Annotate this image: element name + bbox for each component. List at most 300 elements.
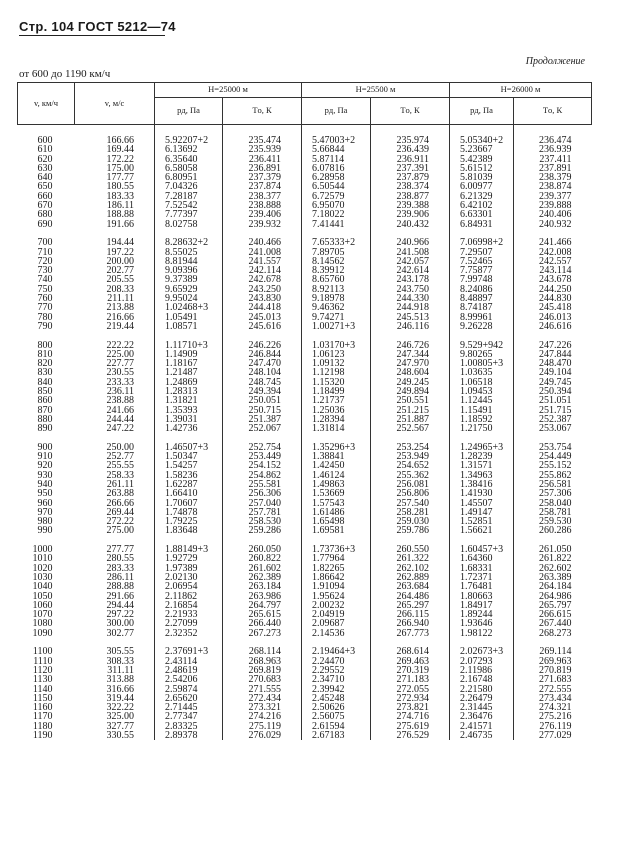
table-cell: 268.614 (371, 647, 450, 656)
table-cell: 800 (37, 339, 53, 351)
table-cell: 166.66 (106, 135, 134, 146)
table-cell: 1090 (32, 627, 53, 639)
table-cell: 730 (37, 265, 53, 277)
table-cell: 1160 (32, 702, 53, 714)
table-cell: 1.54257 (155, 461, 223, 470)
table-cell: 9.37389 (155, 275, 223, 284)
table-cell: 1.60457+3 (450, 545, 514, 554)
table-cell: 2.89378 (155, 731, 223, 740)
table-cell: 2.36476 (450, 712, 514, 721)
table-cell: 208.33 (106, 283, 134, 295)
table-cell: 2.41571 (450, 722, 514, 731)
table-cell: 600 (37, 135, 53, 146)
table-cell: 249.394 (223, 387, 302, 396)
table-cell: 264.797 (223, 601, 302, 610)
table-cell: 242.008 (514, 248, 592, 257)
table-cell: 268.963 (223, 657, 302, 666)
table-row (18, 145, 592, 154)
table-cell: 1.12198 (302, 368, 371, 377)
table-cell: 960 (37, 497, 53, 509)
table-cell: 266.66 (106, 497, 134, 509)
table-cell: 222.22 (106, 339, 134, 351)
header-v-ms: v, м/с (75, 83, 155, 125)
table-cell: 1060 (32, 599, 53, 611)
table-cell: 1020 (32, 562, 53, 574)
header-v-kmh: v, км/ч (18, 83, 75, 125)
table-cell: 2.21580 (450, 685, 514, 694)
table-cell: 1.64360 (450, 554, 514, 563)
table-cell: 1.34963 (450, 471, 514, 480)
table-cell: 2.27099 (155, 619, 223, 628)
table-cell: 240.406 (514, 210, 592, 219)
table-cell: 258.33 (106, 469, 134, 481)
table-cell: 2.09687 (302, 619, 371, 628)
table-cell: 260.286 (514, 526, 592, 535)
table-cell: 1.74878 (155, 508, 223, 517)
table-cell: 275.619 (371, 722, 450, 731)
table-cell: 7.04326 (155, 182, 223, 191)
table-row (18, 722, 592, 731)
table-cell: 1.61486 (302, 508, 371, 517)
table-cell: 1.18167 (155, 359, 223, 368)
table-row (18, 592, 592, 601)
table-cell: 280.55 (106, 553, 134, 565)
table-cell: 267.773 (371, 629, 450, 638)
table-row (18, 452, 592, 461)
table-cell: 1.15491 (450, 406, 514, 415)
table-cell: 7.29507 (450, 248, 514, 257)
table-cell: 1.53669 (302, 489, 371, 498)
table-cell: 2.11862 (155, 592, 223, 601)
table-cell: 244.250 (514, 285, 592, 294)
table-row (18, 517, 592, 526)
table-cell: 1.24869 (155, 378, 223, 387)
table-cell: 266.615 (514, 610, 592, 619)
table-cell: 720 (37, 255, 53, 267)
table-cell: 2.06954 (155, 582, 223, 591)
table-row (18, 387, 592, 396)
table-cell: 900 (37, 441, 53, 453)
table-cell: 256.081 (371, 480, 450, 489)
table-row (18, 526, 592, 535)
table-cell: 327.77 (106, 720, 134, 732)
table-cell: 7.41441 (302, 220, 371, 229)
table-cell: 9.18978 (302, 294, 371, 303)
table-cell: 1130 (32, 674, 53, 686)
table-cell: 236.411 (223, 155, 302, 164)
table-cell: 920 (37, 460, 53, 472)
table-cell: 1010 (32, 553, 53, 565)
table-cell: 256.581 (514, 480, 592, 489)
table-cell: 1.80663 (450, 592, 514, 601)
table-cell: 1.00805+3 (450, 359, 514, 368)
table-row (18, 341, 592, 350)
group-gap (18, 536, 592, 545)
table-cell: 2.11986 (450, 666, 514, 675)
table-cell: 1.66410 (155, 489, 223, 498)
table-cell: 202.77 (106, 265, 134, 277)
table-cell: 264.486 (371, 592, 450, 601)
page-header: Стр. 104 ГОСТ 5212—74 (19, 19, 176, 34)
table-cell: 850 (37, 386, 53, 398)
table-cell: 2.02130 (155, 573, 223, 582)
table-cell: 236.439 (371, 145, 450, 154)
table-cell: 255.55 (106, 460, 134, 472)
header-t-3: Tо, К (514, 98, 592, 125)
table-cell: 257.306 (514, 489, 592, 498)
table-cell: 263.184 (223, 582, 302, 591)
table-cell: 2.29552 (302, 666, 371, 675)
table-cell: 254.449 (514, 452, 592, 461)
table-cell: 7.65333+2 (302, 238, 371, 247)
table-cell: 6.63301 (450, 210, 514, 219)
table-row (18, 248, 592, 257)
table-cell: 1.68331 (450, 564, 514, 573)
table-cell: 268.114 (223, 647, 302, 656)
table-cell: 2.02673+3 (450, 647, 514, 656)
table-cell: 286.11 (106, 571, 134, 583)
table-row (18, 294, 592, 303)
table-cell: 269.963 (514, 657, 592, 666)
table-cell: 238.888 (223, 201, 302, 210)
table-cell: 246.616 (514, 322, 592, 331)
table-row (18, 731, 592, 740)
table-cell: 1.73736+3 (302, 545, 371, 554)
table-cell: 272.22 (106, 516, 134, 528)
table-cell: 246.116 (371, 322, 450, 331)
table-cell: 253.254 (371, 443, 450, 452)
table-cell: 250.715 (223, 406, 302, 415)
table-cell: 275.119 (223, 722, 302, 731)
table-cell: 1.82265 (302, 564, 371, 573)
table-cell: 169.44 (106, 144, 134, 156)
table-cell: 760 (37, 293, 53, 305)
table-cell: 1150 (32, 692, 53, 704)
table-cell: 236.891 (223, 164, 302, 173)
table-cell: 2.54206 (155, 675, 223, 684)
table-cell: 1.88149+3 (155, 545, 223, 554)
table-cell: 251.215 (371, 406, 450, 415)
table-cell: 255.362 (371, 471, 450, 480)
table-cell: 1080 (32, 618, 53, 630)
table-cell: 239.932 (223, 220, 302, 229)
table-cell: 670 (37, 200, 53, 212)
table-row (18, 415, 592, 424)
table-cell: 238.377 (223, 192, 302, 201)
table-cell: 1.28313 (155, 387, 223, 396)
table-cell: 311.11 (107, 664, 134, 676)
table-cell: 276.029 (223, 731, 302, 740)
table-cell: 261.822 (514, 554, 592, 563)
table-cell: 1.25036 (302, 406, 371, 415)
table-cell: 1.50347 (155, 452, 223, 461)
table-cell: 1.70607 (155, 499, 223, 508)
table-cell: 257.040 (223, 499, 302, 508)
table-cell: 1.15320 (302, 378, 371, 387)
table-cell: 241.66 (106, 404, 134, 416)
table-cell: 6.07816 (302, 164, 371, 173)
table-cell: 1.79225 (155, 517, 223, 526)
table-cell: 1.18592 (450, 415, 514, 424)
table-cell: 2.56075 (302, 712, 371, 721)
table-cell: 172.22 (106, 153, 134, 165)
table-cell: 241.008 (223, 248, 302, 257)
table-cell: 2.37691+3 (155, 647, 223, 656)
table-cell: 980 (37, 516, 53, 528)
table-cell: 242.557 (514, 257, 592, 266)
table-cell: 2.32352 (155, 629, 223, 638)
table-cell: 1.05491 (155, 313, 223, 322)
table-cell: 1.83648 (155, 526, 223, 535)
table-cell: 268.273 (514, 629, 592, 638)
table-cell: 5.92207+2 (155, 125, 223, 146)
table-cell: 1.09132 (302, 359, 371, 368)
table-cell: 216.66 (106, 311, 134, 323)
table-cell: 890 (37, 423, 53, 435)
table-cell: 248.104 (223, 368, 302, 377)
table-cell: 274.716 (371, 712, 450, 721)
table-cell: 260.550 (371, 545, 450, 554)
table-cell: 227.77 (106, 358, 134, 370)
table-cell: 246.226 (223, 341, 302, 350)
table-cell: 5.47003+2 (302, 125, 371, 146)
table-row (18, 155, 592, 164)
table-cell: 272.555 (514, 685, 592, 694)
table-cell: 183.33 (106, 190, 134, 202)
table-cell: 6.35640 (155, 155, 223, 164)
table-row (18, 554, 592, 563)
table-cell: 236.939 (514, 145, 592, 154)
table-cell: 2.34710 (302, 675, 371, 684)
table-cell: 2.00232 (302, 601, 371, 610)
table-cell: 940 (37, 478, 53, 490)
table-cell: 1.31571 (450, 461, 514, 470)
table-cell: 257.540 (371, 499, 450, 508)
header-rule (19, 35, 165, 36)
table-cell: 1100 (32, 646, 53, 658)
table-cell: 5.61512 (450, 164, 514, 173)
group-gap (18, 331, 592, 340)
table-cell: 6.84931 (450, 220, 514, 229)
table-cell: 1.65498 (302, 517, 371, 526)
table-cell: 2.59874 (155, 685, 223, 694)
table-cell: 1.02468+3 (155, 303, 223, 312)
table-cell: 308.33 (106, 655, 134, 667)
table-cell: 277.77 (106, 544, 134, 556)
table-row (18, 657, 592, 666)
table-cell: 7.89705 (302, 248, 371, 257)
table-cell: 239.906 (371, 210, 450, 219)
table-cell: 2.19464+3 (302, 647, 371, 656)
table-row (18, 220, 592, 229)
table-cell: 272.434 (223, 694, 302, 703)
table-cell: 237.874 (223, 182, 302, 191)
table-cell: 910 (37, 451, 53, 463)
table-cell: 1.41930 (450, 489, 514, 498)
table-row (18, 647, 592, 656)
table-cell: 840 (37, 376, 53, 388)
table-cell: 6.42102 (450, 201, 514, 210)
table-cell: 258.781 (514, 508, 592, 517)
table-row (18, 257, 592, 266)
table-cell: 245.513 (371, 313, 450, 322)
table-cell: 1.49147 (450, 508, 514, 517)
table-cell: 273.821 (371, 703, 450, 712)
table-cell: 257.781 (223, 508, 302, 517)
table-cell: 263.684 (371, 582, 450, 591)
table-row (18, 499, 592, 508)
group-gap (18, 229, 592, 238)
table-cell: 259.530 (514, 517, 592, 526)
table-row (18, 406, 592, 415)
table-cell: 263.88 (106, 488, 134, 500)
table-cell: 990 (37, 525, 53, 537)
table-cell: 970 (37, 506, 53, 518)
header-t-2: Tо, К (371, 98, 450, 125)
table-cell: 700 (37, 237, 53, 249)
table-cell: 230.55 (106, 367, 134, 379)
table-cell: 261.602 (223, 564, 302, 573)
table-row (18, 601, 592, 610)
table-cell: 330.55 (106, 730, 134, 741)
table-row (18, 164, 592, 173)
table-cell: 5.23667 (450, 145, 514, 154)
table-cell: 235.974 (371, 125, 450, 146)
table-row (18, 712, 592, 721)
table-cell: 1.72371 (450, 573, 514, 582)
table-row (18, 322, 592, 331)
table-row (18, 424, 592, 433)
table-cell: 870 (37, 404, 53, 416)
table-cell: 1.97389 (155, 564, 223, 573)
table-cell: 2.50626 (302, 703, 371, 712)
table-cell: 1.62287 (155, 480, 223, 489)
table-cell: 1.84917 (450, 601, 514, 610)
table-cell: 248.604 (371, 368, 450, 377)
table-cell: 1180 (32, 720, 53, 732)
table-cell: 254.652 (371, 461, 450, 470)
table-cell: 2.65620 (155, 694, 223, 703)
table-cell: 245.616 (223, 322, 302, 331)
table-cell: 236.911 (371, 155, 450, 164)
table-cell: 8.55025 (155, 248, 223, 257)
table-cell: 186.11 (106, 200, 134, 212)
table-cell: 9.65929 (155, 285, 223, 294)
table-cell: 1.76481 (450, 582, 514, 591)
table-cell: 302.77 (106, 627, 134, 639)
table-cell: 274.216 (223, 712, 302, 721)
table-cell: 1030 (32, 571, 53, 583)
table-row (18, 666, 592, 675)
table-row (18, 629, 592, 638)
table-cell: 810 (37, 348, 53, 360)
table-cell: 239.406 (223, 210, 302, 219)
table-cell: 288.88 (106, 581, 134, 593)
table-cell: 249.104 (514, 368, 592, 377)
table-cell: 8.02758 (155, 220, 223, 229)
table-cell: 1.46507+3 (155, 443, 223, 452)
table-cell: 249.245 (371, 378, 450, 387)
group-gap (18, 434, 592, 443)
table-cell: 269.819 (223, 666, 302, 675)
table-cell: 2.26479 (450, 694, 514, 703)
table-cell: 270.683 (223, 675, 302, 684)
table-cell: 1.06123 (302, 350, 371, 359)
table-cell: 1.69581 (302, 526, 371, 535)
table-cell: 305.55 (106, 646, 134, 658)
table-cell: 264.184 (514, 582, 592, 591)
table-cell: 250.00 (106, 441, 134, 453)
table-row (18, 192, 592, 201)
table-cell: 1.03170+3 (302, 341, 371, 350)
continuation-label: Продолжение (525, 56, 585, 67)
table-cell: 250.051 (223, 396, 302, 405)
table-cell: 238.88 (106, 395, 134, 407)
table-cell: 1.93646 (450, 619, 514, 628)
table-cell: 191.66 (106, 218, 134, 230)
table-cell: 241.557 (223, 257, 302, 266)
table-cell: 253.449 (223, 452, 302, 461)
table-cell: 262.602 (514, 564, 592, 573)
table-cell: 2.21933 (155, 610, 223, 619)
table-cell: 175.00 (106, 162, 134, 174)
header-altitude-2: H=25500 м (302, 83, 450, 98)
table-cell: 5.05340+2 (450, 125, 514, 146)
table-cell: 1070 (32, 609, 53, 621)
table-cell: 247.226 (514, 341, 592, 350)
table-cell: 610 (37, 144, 53, 156)
table-row (18, 703, 592, 712)
table-cell: 269.44 (106, 506, 134, 518)
table-cell: 1.21750 (450, 424, 514, 433)
table-cell: 1.06518 (450, 378, 514, 387)
table-cell: 265.615 (223, 610, 302, 619)
table-cell: 750 (37, 283, 53, 295)
group-gap (18, 638, 592, 647)
table-cell: 237.411 (514, 155, 592, 164)
table-cell: 710 (37, 246, 53, 258)
table-cell: 258.040 (514, 499, 592, 508)
table-cell: 780 (37, 311, 53, 323)
table-row (18, 313, 592, 322)
table-cell: 251.887 (371, 415, 450, 424)
table-cell: 247.344 (371, 350, 450, 359)
table-cell: 241.466 (514, 238, 592, 247)
table-cell: 930 (37, 469, 53, 481)
table-row (18, 564, 592, 573)
table-cell: 274.321 (514, 703, 592, 712)
table-cell: 242.614 (371, 266, 450, 275)
table-cell: 273.321 (223, 703, 302, 712)
table-cell: 246.013 (514, 313, 592, 322)
table-cell: 1.42736 (155, 424, 223, 433)
table-cell: 2.61594 (302, 722, 371, 731)
table-cell: 8.92113 (302, 285, 371, 294)
table-cell: 1.57543 (302, 499, 371, 508)
table-cell: 250.551 (371, 396, 450, 405)
table-cell: 1120 (32, 664, 53, 676)
table-cell: 243.114 (514, 266, 592, 275)
table-cell: 1.86642 (302, 573, 371, 582)
table-cell: 1040 (32, 581, 53, 593)
table-cell: 1.39031 (155, 415, 223, 424)
table-cell: 1.35393 (155, 406, 223, 415)
table-cell: 8.24086 (450, 285, 514, 294)
table-cell: 9.26228 (450, 322, 514, 331)
table-cell: 194.44 (106, 237, 134, 249)
table-cell: 1.28239 (450, 452, 514, 461)
table-cell: 213.88 (106, 302, 134, 314)
